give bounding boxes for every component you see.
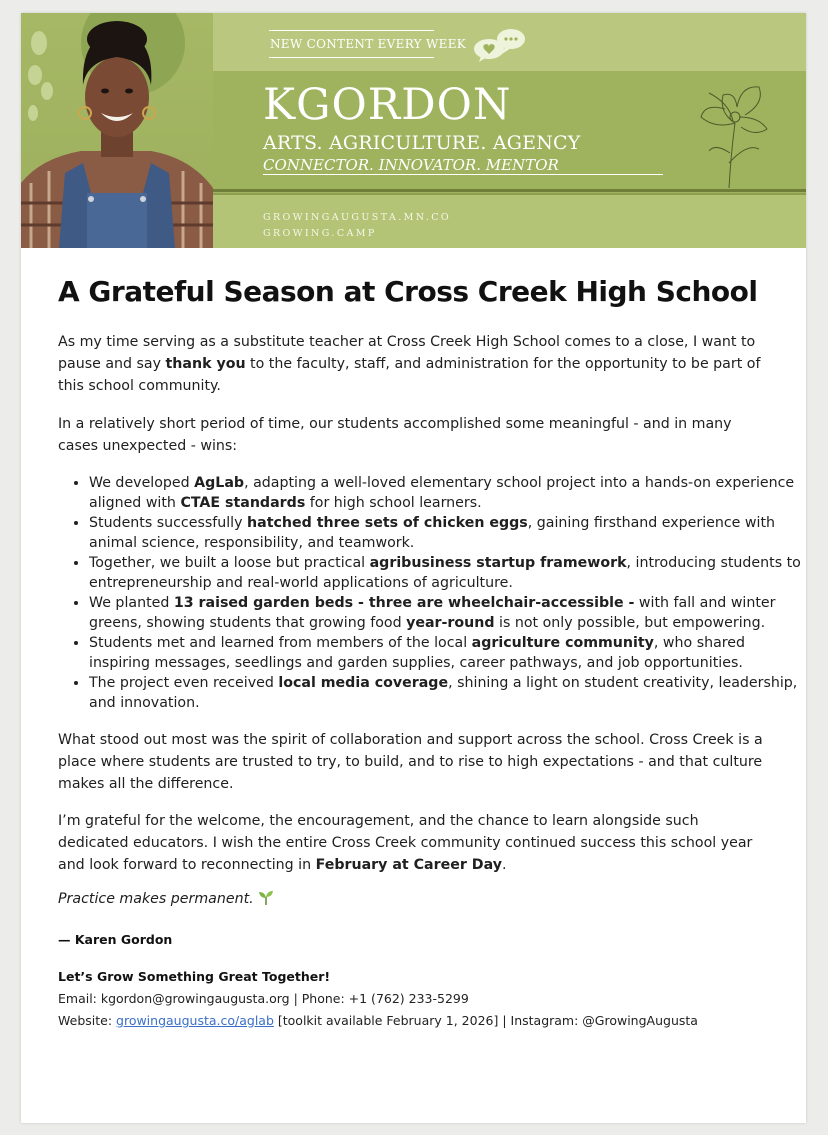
standout-paragraph: What stood out most was the spirit of collaboration and support across the school. Cross Creek is a place where students are trusted to try, to build, and to rise to high expectations - and that culture makes all the difference. [58,732,763,792]
brand-name: KGORDON [263,80,512,130]
closing-paragraph: I’m grateful for the welcome, the encouragement, and the chance to learn alongside such dedicated educators. I wish the entire Cross Creek community continued success this school year and look forward to reconnecting in February at Career Day. [58,813,753,873]
call-to-action: Let’s Grow Something Great Together! [58,969,331,984]
tagline-rule [269,30,434,31]
website-url-1: GROWINGAUGUSTA.MN.CO [263,212,452,223]
list-item: • We developed AgLab, adapting a well-loved elementary school project into a hands-on experience aligned with CTAE standards for high school learners. [89,473,809,513]
list-item: • We planted 13 raised garden beds - three are wheelchair-accessible - with fall and winter greens, showing students that growing food year-round is not only possible, but empowering. [89,593,809,633]
tagline-rule [269,57,434,58]
list-item: • Together, we built a loose but practical agribusiness startup framework, introducing students to entrepreneurship and real-world applications of agriculture. [89,553,809,593]
website-link[interactable]: growingaugusta.co/aglab [116,1013,274,1028]
intro-text: As my time serving as a substitute teacher at Cross Creek High School comes to a close, I want to pause and say [58,334,756,372]
intro-bold: thank you [165,356,246,372]
signature: — Karen Gordon [58,932,173,947]
seedling-icon [258,891,274,905]
header-banner [21,13,806,248]
contact-line: Email: kgordon@growingaugusta.org | Phone: +1 (762) 233-5299 [58,991,469,1006]
banner-divider-thin [161,193,806,195]
wins-list [58,473,809,713]
list-item: • The project even received local media coverage, shining a light on student creativity, leadership, and innovation. [89,673,809,713]
motto [58,891,274,907]
chat-bubbles-icon [469,27,529,63]
flyer-page [21,13,806,1123]
list-item: • Students met and learned from members of the local agriculture community, who shared inspiring messages, seedlings and garden supplies, career pathways, and job opportunities. [89,633,809,673]
page-title: A Grateful Season at Cross Creek High School [58,275,758,308]
list-item: • Students successfully hatched three sets of chicken eggs, gaining firsthand experience with animal science, responsibility, and teamwork. [89,513,809,553]
tagline-top: NEW CONTENT EVERY WEEK [270,37,467,51]
brand-subtitle: ARTS. AGRICULTURE. AGENCY [263,132,581,154]
website-url-2: GROWING.CAMP [263,228,377,239]
intro-paragraph [58,331,773,397]
intro-text-end: to the faculty, staff, and administration for the opportunity to be part of this school community. [58,356,761,394]
roles-rule [263,174,663,175]
flower-icon [689,73,779,193]
brand-roles: CONNECTOR. INNOVATOR. MENTOR [263,156,559,174]
author-photo [21,13,213,248]
motto-text: Practice makes permanent. [58,891,254,907]
website-line: Website: growingaugusta.co/aglab [toolkit available February 1, 2026] | Instagram: @GrowingAugusta [58,1013,698,1028]
lead-paragraph: In a relatively short period of time, our students accomplished some meaningful - and in many cases unexpected - wins: [58,416,732,454]
